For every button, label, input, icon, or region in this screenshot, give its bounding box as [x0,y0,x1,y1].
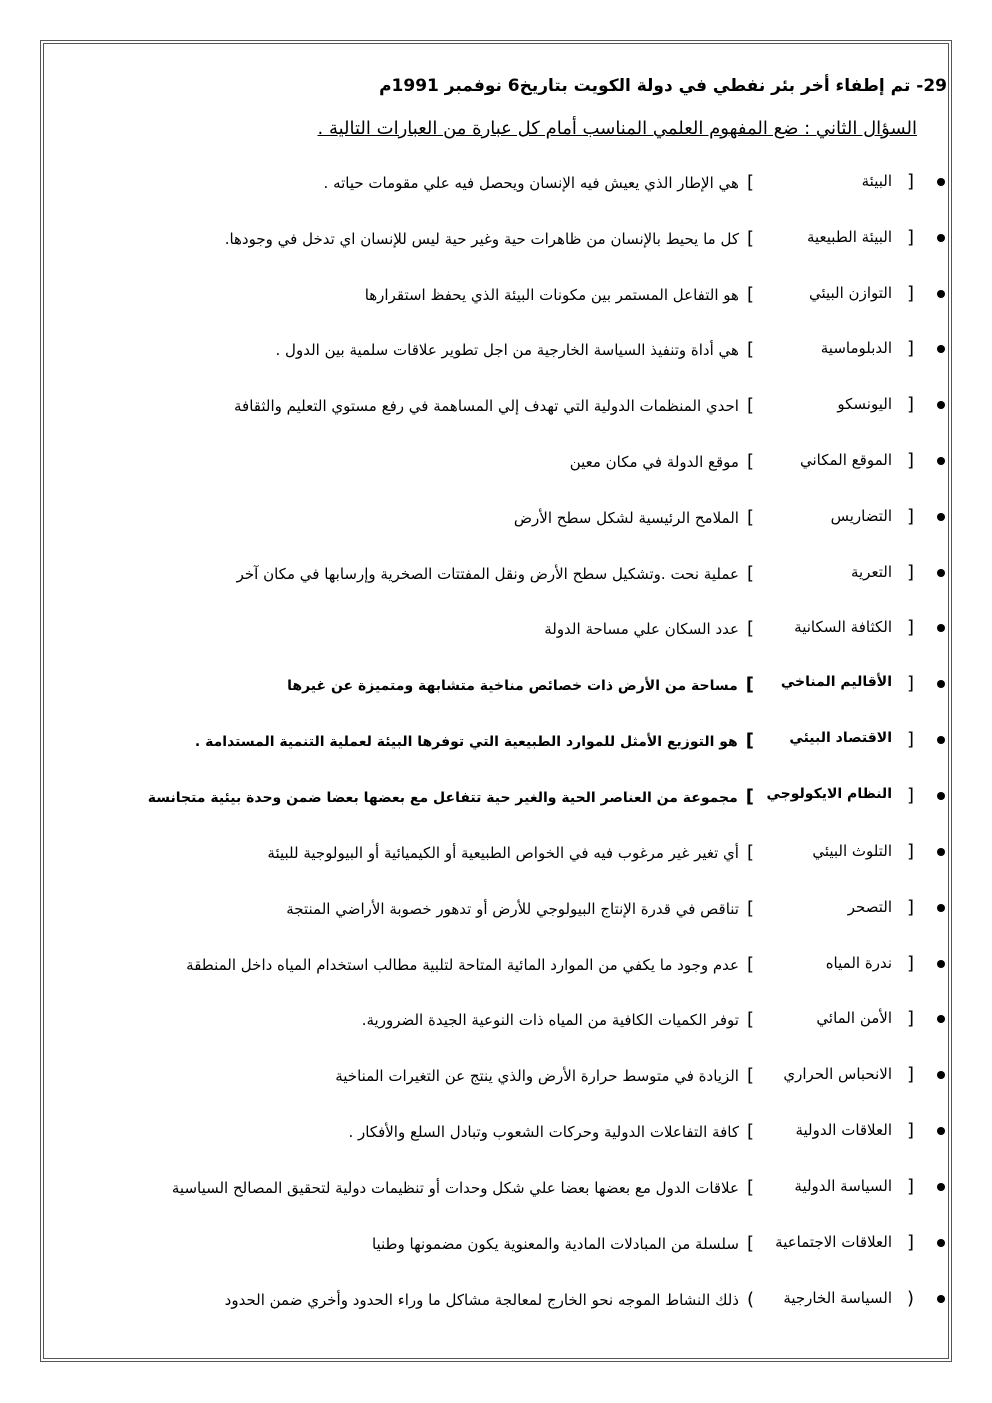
open-bracket: [ [906,1008,914,1029]
bullet-icon [937,290,945,298]
list-item [0,838,992,866]
list-item [0,559,992,587]
list-item [0,1005,992,1033]
close-bracket: ] [746,395,754,416]
bullet-icon [937,513,945,521]
close-bracket: ] [746,1009,754,1030]
definition [348,1121,754,1142]
definition [225,1289,754,1310]
bullet-icon [937,1071,945,1079]
close-bracket: ] [746,1121,754,1142]
bullet-icon [937,1015,945,1023]
definition-text: توفر الكميات الكافية من المياه ذات النوعية الجيدة الضرورية. [361,1011,739,1029]
definition-text: هو التفاعل المستمر بين مكونات البيئة الذي يحفظ استقرارها [364,286,739,304]
list-item [0,894,992,922]
bullet-icon [937,569,945,577]
open-bracket: [ [906,562,914,583]
definition [514,507,754,528]
term: التوازن البيئي [808,284,892,302]
definition [372,1233,754,1254]
definition-text: هي أداة وتنفيذ السياسة الخارجية من اجل تطوير علاقات سلمية بين الدول . [275,341,739,359]
definition [365,284,754,305]
close-bracket: ] [746,898,754,919]
definition [148,786,754,807]
definition-text: سلسلة من المبادلات المادية والمعنوية يكون مضمونها وطنيا [371,1235,739,1253]
open-bracket: [ [906,450,914,471]
close-bracket: ] [746,563,754,584]
term: التصحر [847,898,892,916]
close-bracket: ] [745,674,754,695]
list-item [0,280,992,308]
open-bracket: [ [906,283,914,304]
open-bracket: [ [906,338,914,359]
definition [195,730,754,751]
list-item [0,1117,992,1145]
definition-text: الزيادة في متوسط حرارة الأرض والذي ينتج عن التغيرات المناخية [335,1067,739,1085]
list-item [0,1173,992,1201]
open-bracket: [ [906,1120,914,1141]
close-bracket: ] [746,451,754,472]
open-bracket: [ [906,617,914,638]
list-item [0,1285,992,1313]
term: ندرة المياه [825,954,892,972]
term: العلاقات الاجتماعية [775,1233,892,1251]
open-bracket: [ [906,953,914,974]
bullet-icon [937,736,945,744]
definition-text: مجموعة من العناصر الحية والغير حية تتفاعل مع بعضها بعضا ضمن وحدة بيئية متجانسة [147,790,738,806]
list-item [0,503,992,531]
definition-text: أي تغير غير مرغوب فيه في الخواص الطبيعية أو الكيميائية أو البيولوجية للبيئة [267,844,739,862]
bullet-icon [937,1183,945,1191]
bullet-icon [937,234,945,242]
list-item [0,782,992,810]
question-29-heading: 29- تم إطفاء أخر بئر نفطي في دولة الكويت بتاريخ6 نوفمبر 1991م [379,76,947,96]
definition [172,1177,754,1198]
list-item [0,391,992,419]
open-bracket: [ [906,673,914,694]
open-bracket: [ [906,227,914,248]
term: الأقاليم المناخي [780,674,892,690]
definition [186,954,754,975]
bullet-icon [937,457,945,465]
open-bracket: ( [906,1288,914,1309]
close-bracket: ] [746,842,754,863]
list-item [0,1061,992,1089]
definition [544,618,754,639]
definition [335,1065,754,1086]
term: البيئة الطبيعية [806,228,892,246]
term: الانحباس الحراري [783,1065,892,1083]
list-item [0,335,992,363]
close-bracket: ) [746,1289,754,1310]
bullet-icon [937,401,945,409]
definition-text: هي الإطار الذي يعيش فيه الإنسان ويحصل فيه علي مقومات حياته . [323,174,739,192]
close-bracket: ] [746,507,754,528]
open-bracket: [ [906,729,914,750]
term: السياسة الخارجية [783,1289,892,1307]
term: اليونسكو [837,395,892,413]
definition [287,674,754,695]
definition [362,1009,754,1030]
close-bracket: ] [746,228,754,249]
term: الاقتصاد البيئي [789,730,892,746]
bullet-icon [937,178,945,186]
definition-text: ذلك النشاط الموجه نحو الخارج لمعالجة مشاكل ما وراء الحدود وأخري ضمن الحدود [224,1291,739,1309]
definition-text: الملامح الرئيسية لشكل سطح الأرض [513,509,739,527]
bullet-icon [937,960,945,968]
bullet-icon [937,345,945,353]
open-bracket: [ [906,785,914,806]
close-bracket: ] [745,786,754,807]
question-2-title: السؤال الثاني : ضع المفهوم العلمي المناسب أمام كل عبارة من العبارات التالية . [317,118,917,139]
bullet-icon [937,792,945,800]
term: الأمن المائي [816,1009,892,1027]
bullet-icon [937,1239,945,1247]
definition [225,228,754,249]
term: الكثافة السكانية [794,618,892,636]
open-bracket: [ [906,394,914,415]
definition [324,172,754,193]
definition-text: عملية نحت .وتشكيل سطح الأرض ونقل المفتتات الصخرية وإرسابها في مكان آخر [236,565,739,583]
definition-text: تناقص في قدرة الإنتاج البيولوجي للأرض أو تدهور خصوبة الأراضي المنتجة [286,900,739,918]
close-bracket: ] [746,954,754,975]
term: التلوث البيئي [812,842,892,860]
close-bracket: ] [745,730,754,751]
open-bracket: [ [906,841,914,862]
definition-text: كافة التفاعلات الدولية وحركات الشعوب وتبادل السلع والأفكار . [348,1123,739,1141]
close-bracket: ] [746,618,754,639]
open-bracket: [ [906,506,914,527]
open-bracket: [ [906,1064,914,1085]
list-item [0,168,992,196]
bullet-icon [937,1295,945,1303]
bullet-icon [937,680,945,688]
list-item [0,614,992,642]
list-item [0,1229,992,1257]
close-bracket: ] [746,1233,754,1254]
bullet-icon [937,848,945,856]
bullet-icon [937,904,945,912]
term: التضاريس [830,507,892,525]
term: البيئة [861,172,892,190]
definition-text: علاقات الدول مع بعضها بعضا علي شكل وحدات أو تنظيمات دولية لتحقيق المصالح السياسية [171,1179,739,1197]
open-bracket: [ [906,1232,914,1253]
definition [570,451,754,472]
close-bracket: ] [746,1065,754,1086]
close-bracket: ] [746,284,754,305]
term: النظام الايكولوجي [766,786,892,802]
definition [237,563,754,584]
list-item [0,224,992,252]
bullet-icon [937,624,945,632]
close-bracket: ] [746,172,754,193]
term: العلاقات الدولية [795,1121,892,1139]
definition-text: عدم وجود ما يكفي من الموارد المائية المتاحة لتلبية مطالب استخدام المياه داخل المنطقة [186,956,739,974]
term: التعرية [851,563,892,581]
definition-text: هو التوزيع الأمثل للموارد الطبيعية التي توفرها البيئة لعملية التنمية المستدامة . [194,734,738,750]
term: الموقع المكاني [799,451,892,469]
list-item [0,726,992,754]
close-bracket: ] [746,1177,754,1198]
definition-text: عدد السكان علي مساحة الدولة [544,620,739,638]
definition [267,842,754,863]
definition [286,898,754,919]
term: الدبلوماسية [820,339,892,357]
definition [276,339,754,360]
close-bracket: ] [746,339,754,360]
open-bracket: [ [906,897,914,918]
list-item [0,447,992,475]
bullet-icon [937,1127,945,1135]
list-item [0,950,992,978]
definition-text: موقع الدولة في مكان معين [569,453,739,471]
definition-text: احدي المنظمات الدولية التي تهدف إلي المساهمة في رفع مستوي التعليم والثقافة [234,397,739,415]
open-bracket: [ [906,171,914,192]
definition-text: كل ما يحيط بالإنسان من ظاهرات حية وغير حية ليس للإنسان اي تدخل في وجودها. [224,230,739,248]
list-item [0,670,992,698]
term: السياسة الدولية [794,1177,892,1195]
definition [234,395,754,416]
definition-text: مساحة من الأرض ذات خصائص مناخية متشابهة ومتميزة عن غيرها [287,678,738,694]
open-bracket: [ [906,1176,914,1197]
